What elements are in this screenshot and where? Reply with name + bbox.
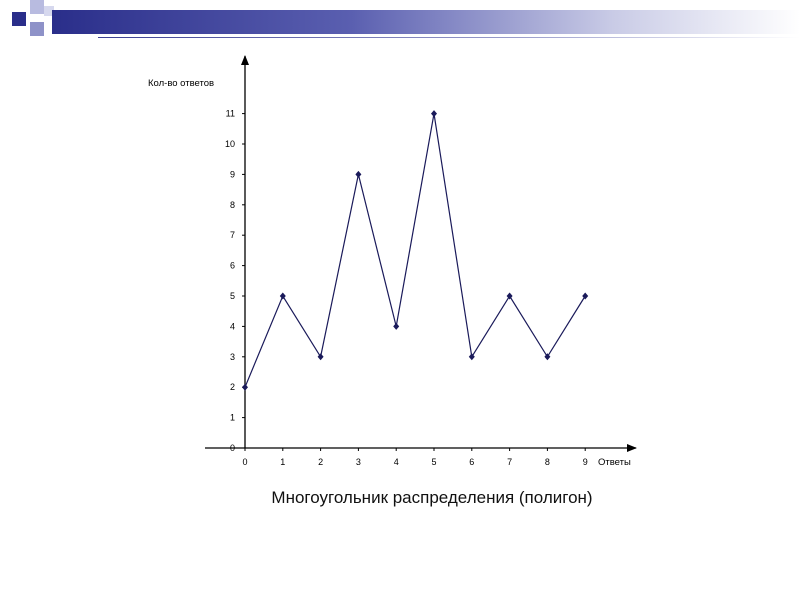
x-tick-label: 6: [469, 457, 475, 467]
y-tick-label: 0: [229, 443, 235, 453]
data-point: [355, 171, 361, 178]
x-tick-label: 0: [242, 457, 248, 467]
y-tick-label: 8: [229, 199, 235, 210]
x-tick-label: 1: [280, 457, 286, 467]
x-tick-label: 4: [393, 457, 399, 467]
data-points: [242, 110, 588, 391]
y-tick-label: 3: [229, 351, 235, 362]
series-line: [245, 114, 585, 388]
x-ticks: [242, 448, 587, 467]
data-point: [431, 110, 437, 117]
x-tick-label: 7: [507, 457, 513, 467]
y-axis-label: Кол-во ответов: [148, 78, 215, 89]
chart-caption: Многоугольник распределения (полигон): [271, 488, 593, 507]
y-ticks: [225, 109, 245, 453]
x-tick-label: 5: [431, 457, 437, 467]
x-tick-label: 8: [544, 457, 550, 467]
y-tick-label: 1: [229, 412, 235, 423]
y-tick-label: 7: [229, 230, 235, 241]
y-tick-label: 4: [229, 321, 235, 332]
y-tick-label: 6: [229, 260, 235, 271]
y-tick-label: 11: [225, 108, 235, 119]
y-tick-label: 2: [229, 382, 235, 393]
y-tick-label: 9: [229, 169, 235, 180]
data-point: [242, 384, 248, 391]
y-tick-label: 5: [229, 291, 235, 301]
x-tick-label: 3: [355, 457, 361, 467]
data-point: [393, 323, 399, 330]
x-axis-label: Ответы: [598, 457, 631, 468]
y-tick-label: 10: [224, 139, 235, 149]
x-tick-label: 2: [318, 457, 324, 467]
x-tick-label: 9: [582, 457, 588, 467]
